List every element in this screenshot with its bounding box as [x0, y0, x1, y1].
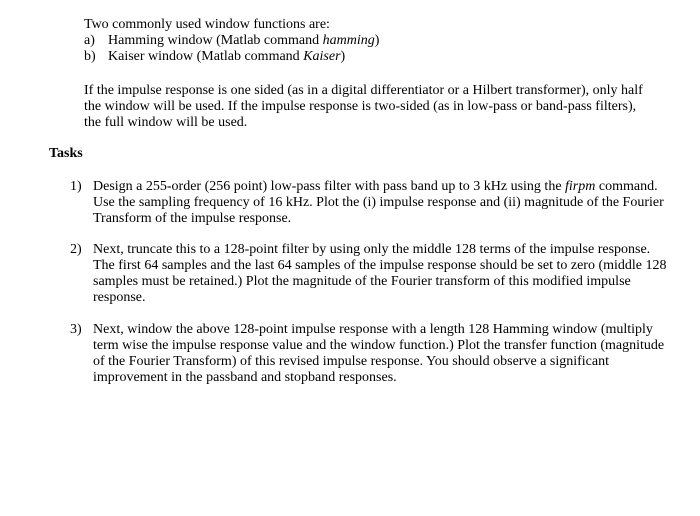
window-usage-paragraph	[84, 83, 650, 131]
item-text: Hamming window (Matlab command	[108, 33, 323, 48]
intro-lead: Two commonly used window functions are:	[84, 17, 330, 32]
item-text-end: )	[340, 49, 346, 64]
window-functions-intro	[84, 17, 664, 65]
task-text: Next, truncate this to a 128-point filter by using only the middle 128 terms of the impulse response. The first 64 samples and the last 64 samples of the impulse response should be set to zero (middle 128 samples must be retained.) Plot the magnitude of the Fourier transform of this modified impulse response.	[93, 242, 667, 305]
paragraph-text: If the impulse response is one sided (as in a digital differentiator or a Hilbert transformer), only half the window will be used. If the impulse response is two-sided (as in low-pass or band-pass filters), the full window will be used.	[84, 83, 643, 130]
task-command: firpm	[565, 179, 596, 194]
task-number: 2)	[70, 242, 82, 257]
item-text: Kaiser window (Matlab command	[108, 49, 304, 64]
task-number: 3)	[70, 322, 82, 337]
task-item-1	[70, 179, 670, 227]
task-text	[93, 179, 668, 227]
task-text-end: command. Use the sampling frequency of 16 kHz. Plot the (i) impulse response and (ii) magnitude of the Fourier Transform of the impulse response.	[93, 179, 664, 226]
task-item-2	[70, 242, 670, 306]
item-marker: b)	[84, 49, 96, 64]
task-number: 1)	[70, 179, 82, 194]
item-command: hamming	[322, 33, 375, 48]
task-text: Next, window the above 128-point impulse response with a length 128 Hamming window (multiply term wise the impulse response value and the window function.) Plot the transfer function (magnitude of the Fourier Transform) of this revised impulse response. You should observe a significant improvement in the passband and stopband responses.	[93, 322, 665, 385]
item-command: Kaiser	[303, 49, 341, 64]
tasks-heading: Tasks	[49, 146, 83, 161]
item-marker: a)	[84, 33, 95, 48]
item-text-end: )	[374, 33, 380, 48]
task-item-3	[70, 322, 670, 386]
task-text-start: Design a 255-order (256 point) low-pass filter with pass band up to 3 kHz using the	[93, 179, 566, 194]
window-item-hamming	[84, 33, 664, 49]
window-item-kaiser	[84, 49, 664, 65]
